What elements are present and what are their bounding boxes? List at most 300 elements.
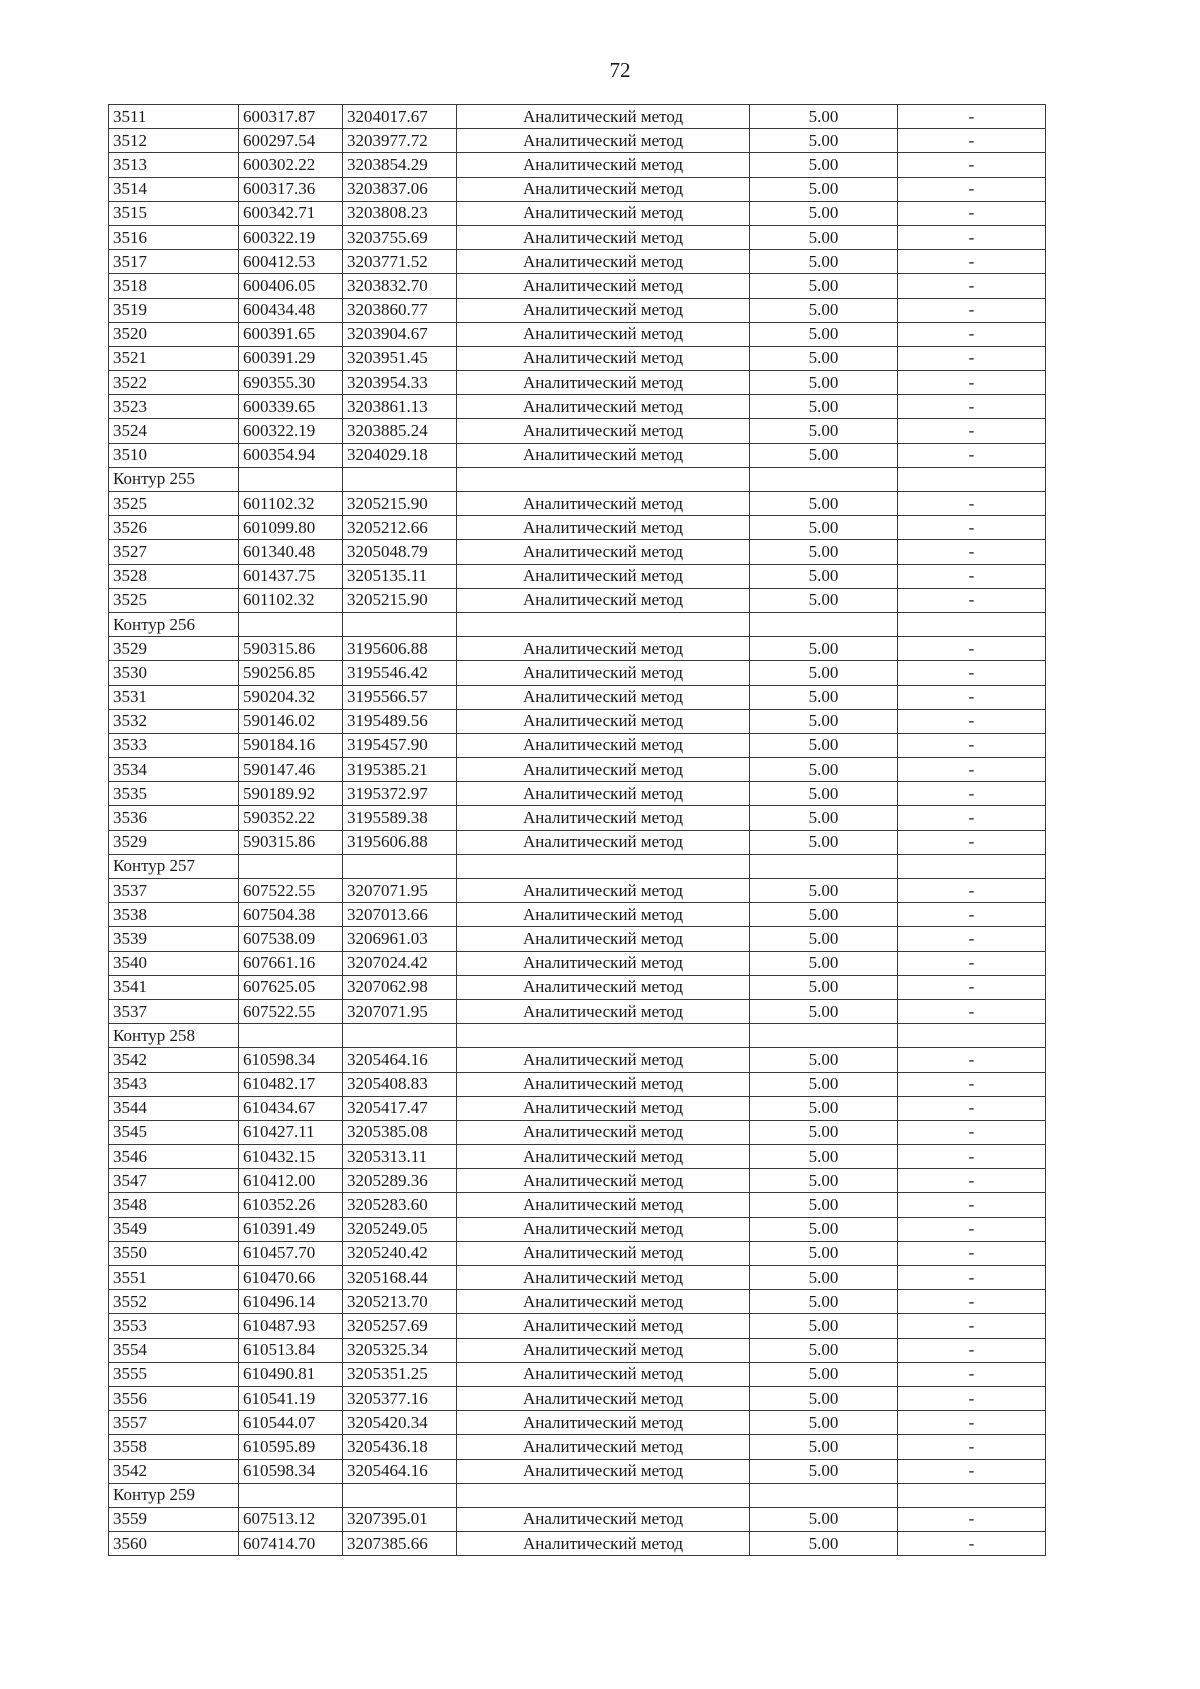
table-row bbox=[109, 346, 1046, 370]
coordinate-y: 3203832.70 bbox=[343, 274, 457, 298]
table-row bbox=[109, 1048, 1046, 1072]
coordinate-y: 3203755.69 bbox=[343, 225, 457, 249]
table-row bbox=[109, 177, 1046, 201]
note-cell: - bbox=[898, 927, 1046, 951]
note-cell: - bbox=[898, 661, 1046, 685]
point-number: 3542 bbox=[109, 1048, 239, 1072]
note-cell: - bbox=[898, 540, 1046, 564]
coordinate-y: 3207395.01 bbox=[343, 1507, 457, 1531]
accuracy-cell: 5.00 bbox=[750, 129, 898, 153]
coordinate-y: 3204029.18 bbox=[343, 443, 457, 467]
method-cell: Аналитический метод bbox=[457, 637, 750, 661]
coordinate-x: 600322.19 bbox=[239, 225, 343, 249]
accuracy-cell: 5.00 bbox=[750, 879, 898, 903]
coordinate-x: 590147.46 bbox=[239, 758, 343, 782]
accuracy-cell: 5.00 bbox=[750, 322, 898, 346]
coordinate-x: 610598.34 bbox=[239, 1459, 343, 1483]
coordinate-x: 610598.34 bbox=[239, 1048, 343, 1072]
note-cell: - bbox=[898, 1507, 1046, 1531]
coordinate-y: 3203904.67 bbox=[343, 322, 457, 346]
coordinate-x: 590204.32 bbox=[239, 685, 343, 709]
table-row bbox=[109, 1241, 1046, 1265]
table-row bbox=[109, 201, 1046, 225]
point-number: 3525 bbox=[109, 492, 239, 516]
point-number: 3552 bbox=[109, 1290, 239, 1314]
note-cell: - bbox=[898, 1241, 1046, 1265]
table-row bbox=[109, 129, 1046, 153]
page-number: 72 bbox=[609, 58, 631, 82]
accuracy-cell: 5.00 bbox=[750, 105, 898, 129]
accuracy-cell: 5.00 bbox=[750, 1266, 898, 1290]
point-number: 3559 bbox=[109, 1507, 239, 1531]
accuracy-cell: 5.00 bbox=[750, 346, 898, 370]
empty-cell bbox=[239, 467, 343, 491]
coordinate-y: 3203771.52 bbox=[343, 250, 457, 274]
note-cell: - bbox=[898, 1532, 1046, 1556]
table-row bbox=[109, 1266, 1046, 1290]
method-cell: Аналитический метод bbox=[457, 758, 750, 782]
method-cell: Аналитический метод bbox=[457, 1314, 750, 1338]
coordinate-y: 3205212.66 bbox=[343, 516, 457, 540]
coordinate-x: 610457.70 bbox=[239, 1241, 343, 1265]
note-cell: - bbox=[898, 105, 1046, 129]
accuracy-cell: 5.00 bbox=[750, 588, 898, 612]
table-row bbox=[109, 153, 1046, 177]
table-row bbox=[109, 975, 1046, 999]
accuracy-cell: 5.00 bbox=[750, 1241, 898, 1265]
point-number: 3529 bbox=[109, 830, 239, 854]
point-number: 3543 bbox=[109, 1072, 239, 1096]
note-cell: - bbox=[898, 1217, 1046, 1241]
table-row bbox=[109, 1120, 1046, 1144]
accuracy-cell: 5.00 bbox=[750, 1048, 898, 1072]
coordinate-x: 601340.48 bbox=[239, 540, 343, 564]
accuracy-cell: 5.00 bbox=[750, 782, 898, 806]
note-cell: - bbox=[898, 1411, 1046, 1435]
coordinate-y: 3203885.24 bbox=[343, 419, 457, 443]
point-number: 3534 bbox=[109, 758, 239, 782]
accuracy-cell: 5.00 bbox=[750, 274, 898, 298]
empty-cell bbox=[343, 854, 457, 878]
note-cell: - bbox=[898, 1314, 1046, 1338]
note-cell: - bbox=[898, 492, 1046, 516]
coordinate-y: 3203837.06 bbox=[343, 177, 457, 201]
point-number: 3525 bbox=[109, 588, 239, 612]
accuracy-cell: 5.00 bbox=[750, 830, 898, 854]
accuracy-cell: 5.00 bbox=[750, 1314, 898, 1338]
table-row bbox=[109, 951, 1046, 975]
coordinate-x: 610595.89 bbox=[239, 1435, 343, 1459]
coordinate-y: 3205240.42 bbox=[343, 1241, 457, 1265]
coordinate-x: 607504.38 bbox=[239, 903, 343, 927]
point-number: 3538 bbox=[109, 903, 239, 927]
coordinate-x: 610427.11 bbox=[239, 1120, 343, 1144]
contour-header-row bbox=[109, 1024, 1046, 1048]
note-cell: - bbox=[898, 951, 1046, 975]
method-cell: Аналитический метод bbox=[457, 661, 750, 685]
table-row bbox=[109, 927, 1046, 951]
coordinate-y: 3207013.66 bbox=[343, 903, 457, 927]
coordinate-y: 3203860.77 bbox=[343, 298, 457, 322]
point-number: 3541 bbox=[109, 975, 239, 999]
coordinate-y: 3205351.25 bbox=[343, 1362, 457, 1386]
table-row bbox=[109, 733, 1046, 757]
table-row bbox=[109, 879, 1046, 903]
coordinate-y: 3205135.11 bbox=[343, 564, 457, 588]
coordinate-y: 3207024.42 bbox=[343, 951, 457, 975]
method-cell: Аналитический метод bbox=[457, 564, 750, 588]
note-cell: - bbox=[898, 1386, 1046, 1410]
coordinate-y: 3205048.79 bbox=[343, 540, 457, 564]
point-number: 3557 bbox=[109, 1411, 239, 1435]
point-number: 3522 bbox=[109, 371, 239, 395]
empty-cell bbox=[750, 612, 898, 636]
coordinate-x: 610432.15 bbox=[239, 1145, 343, 1169]
coordinate-y: 3203854.29 bbox=[343, 153, 457, 177]
point-number: 3546 bbox=[109, 1145, 239, 1169]
point-number: 3535 bbox=[109, 782, 239, 806]
coordinate-x: 610490.81 bbox=[239, 1362, 343, 1386]
method-cell: Аналитический метод bbox=[457, 1120, 750, 1144]
coordinates-table-body bbox=[109, 105, 1046, 1556]
coordinate-y: 3206961.03 bbox=[343, 927, 457, 951]
coordinate-y: 3195589.38 bbox=[343, 806, 457, 830]
empty-cell bbox=[750, 1024, 898, 1048]
accuracy-cell: 5.00 bbox=[750, 1145, 898, 1169]
point-number: 3560 bbox=[109, 1532, 239, 1556]
method-cell: Аналитический метод bbox=[457, 177, 750, 201]
method-cell: Аналитический метод bbox=[457, 1241, 750, 1265]
table-row bbox=[109, 443, 1046, 467]
point-number: 3558 bbox=[109, 1435, 239, 1459]
method-cell: Аналитический метод bbox=[457, 1290, 750, 1314]
table-row bbox=[109, 1338, 1046, 1362]
coordinate-y: 3207071.95 bbox=[343, 999, 457, 1023]
note-cell: - bbox=[898, 177, 1046, 201]
empty-cell bbox=[239, 612, 343, 636]
accuracy-cell: 5.00 bbox=[750, 177, 898, 201]
point-number: 3527 bbox=[109, 540, 239, 564]
coordinate-x: 590315.86 bbox=[239, 830, 343, 854]
coordinate-x: 607522.55 bbox=[239, 999, 343, 1023]
method-cell: Аналитический метод bbox=[457, 298, 750, 322]
method-cell: Аналитический метод bbox=[457, 1386, 750, 1410]
coordinate-y: 3205313.11 bbox=[343, 1145, 457, 1169]
note-cell: - bbox=[898, 685, 1046, 709]
method-cell: Аналитический метод bbox=[457, 1169, 750, 1193]
accuracy-cell: 5.00 bbox=[750, 540, 898, 564]
coordinate-y: 3203861.13 bbox=[343, 395, 457, 419]
empty-cell bbox=[457, 467, 750, 491]
note-cell: - bbox=[898, 395, 1046, 419]
coordinate-x: 600317.87 bbox=[239, 105, 343, 129]
point-number: 3537 bbox=[109, 879, 239, 903]
method-cell: Аналитический метод bbox=[457, 1459, 750, 1483]
accuracy-cell: 5.00 bbox=[750, 637, 898, 661]
contour-header-row bbox=[109, 1483, 1046, 1507]
accuracy-cell: 5.00 bbox=[750, 927, 898, 951]
method-cell: Аналитический метод bbox=[457, 733, 750, 757]
empty-cell bbox=[898, 612, 1046, 636]
coordinate-x: 600354.94 bbox=[239, 443, 343, 467]
table-row bbox=[109, 685, 1046, 709]
coordinate-y: 3195546.42 bbox=[343, 661, 457, 685]
contour-label: Контур 257 bbox=[109, 854, 239, 878]
note-cell: - bbox=[898, 637, 1046, 661]
coordinate-x: 610541.19 bbox=[239, 1386, 343, 1410]
note-cell: - bbox=[898, 1145, 1046, 1169]
table-row bbox=[109, 516, 1046, 540]
coordinate-y: 3203954.33 bbox=[343, 371, 457, 395]
table-row bbox=[109, 1096, 1046, 1120]
coordinate-x: 601102.32 bbox=[239, 588, 343, 612]
coordinate-y: 3195606.88 bbox=[343, 830, 457, 854]
note-cell: - bbox=[898, 250, 1046, 274]
note-cell: - bbox=[898, 999, 1046, 1023]
note-cell: - bbox=[898, 153, 1046, 177]
accuracy-cell: 5.00 bbox=[750, 564, 898, 588]
note-cell: - bbox=[898, 1096, 1046, 1120]
method-cell: Аналитический метод bbox=[457, 1435, 750, 1459]
point-number: 3515 bbox=[109, 201, 239, 225]
method-cell: Аналитический метод bbox=[457, 1362, 750, 1386]
point-number: 3529 bbox=[109, 637, 239, 661]
coordinate-y: 3205408.83 bbox=[343, 1072, 457, 1096]
method-cell: Аналитический метод bbox=[457, 1266, 750, 1290]
coordinate-x: 601099.80 bbox=[239, 516, 343, 540]
coordinate-y: 3207062.98 bbox=[343, 975, 457, 999]
coordinate-x: 607513.12 bbox=[239, 1507, 343, 1531]
point-number: 3531 bbox=[109, 685, 239, 709]
accuracy-cell: 5.00 bbox=[750, 443, 898, 467]
coordinate-y: 3203808.23 bbox=[343, 201, 457, 225]
coordinate-y: 3195457.90 bbox=[343, 733, 457, 757]
point-number: 3511 bbox=[109, 105, 239, 129]
coordinate-x: 590189.92 bbox=[239, 782, 343, 806]
method-cell: Аналитический метод bbox=[457, 250, 750, 274]
empty-cell bbox=[898, 854, 1046, 878]
accuracy-cell: 5.00 bbox=[750, 999, 898, 1023]
coordinate-x: 600412.53 bbox=[239, 250, 343, 274]
empty-cell bbox=[239, 1024, 343, 1048]
note-cell: - bbox=[898, 758, 1046, 782]
table-row bbox=[109, 903, 1046, 927]
empty-cell bbox=[750, 854, 898, 878]
empty-cell bbox=[343, 1024, 457, 1048]
point-number: 3548 bbox=[109, 1193, 239, 1217]
coordinate-x: 607538.09 bbox=[239, 927, 343, 951]
method-cell: Аналитический метод bbox=[457, 1145, 750, 1169]
method-cell: Аналитический метод bbox=[457, 709, 750, 733]
coordinate-y: 3207385.66 bbox=[343, 1532, 457, 1556]
contour-label: Контур 259 bbox=[109, 1483, 239, 1507]
point-number: 3539 bbox=[109, 927, 239, 951]
note-cell: - bbox=[898, 298, 1046, 322]
accuracy-cell: 5.00 bbox=[750, 1532, 898, 1556]
coordinate-y: 3205417.47 bbox=[343, 1096, 457, 1120]
method-cell: Аналитический метод bbox=[457, 806, 750, 830]
accuracy-cell: 5.00 bbox=[750, 951, 898, 975]
note-cell: - bbox=[898, 1338, 1046, 1362]
point-number: 3554 bbox=[109, 1338, 239, 1362]
coordinate-x: 600339.65 bbox=[239, 395, 343, 419]
coordinate-y: 3205325.34 bbox=[343, 1338, 457, 1362]
accuracy-cell: 5.00 bbox=[750, 1435, 898, 1459]
coordinate-y: 3205464.16 bbox=[343, 1459, 457, 1483]
empty-cell bbox=[898, 1024, 1046, 1048]
point-number: 3556 bbox=[109, 1386, 239, 1410]
note-cell: - bbox=[898, 588, 1046, 612]
note-cell: - bbox=[898, 830, 1046, 854]
accuracy-cell: 5.00 bbox=[750, 201, 898, 225]
table-row bbox=[109, 1217, 1046, 1241]
note-cell: - bbox=[898, 1048, 1046, 1072]
table-row bbox=[109, 225, 1046, 249]
accuracy-cell: 5.00 bbox=[750, 153, 898, 177]
empty-cell bbox=[457, 854, 750, 878]
coordinate-y: 3195606.88 bbox=[343, 637, 457, 661]
table-row bbox=[109, 1532, 1046, 1556]
note-cell: - bbox=[898, 371, 1046, 395]
point-number: 3533 bbox=[109, 733, 239, 757]
note-cell: - bbox=[898, 564, 1046, 588]
empty-cell bbox=[898, 467, 1046, 491]
method-cell: Аналитический метод bbox=[457, 395, 750, 419]
coordinate-x: 600434.48 bbox=[239, 298, 343, 322]
coordinate-x: 590184.16 bbox=[239, 733, 343, 757]
table-row bbox=[109, 1290, 1046, 1314]
point-number: 3523 bbox=[109, 395, 239, 419]
accuracy-cell: 5.00 bbox=[750, 661, 898, 685]
contour-header-row bbox=[109, 467, 1046, 491]
table-row bbox=[109, 1411, 1046, 1435]
method-cell: Аналитический метод bbox=[457, 1048, 750, 1072]
table-row bbox=[109, 1386, 1046, 1410]
method-cell: Аналитический метод bbox=[457, 1532, 750, 1556]
method-cell: Аналитический метод bbox=[457, 540, 750, 564]
coordinate-y: 3195385.21 bbox=[343, 758, 457, 782]
accuracy-cell: 5.00 bbox=[750, 371, 898, 395]
coordinate-x: 610470.66 bbox=[239, 1266, 343, 1290]
coordinate-y: 3203977.72 bbox=[343, 129, 457, 153]
method-cell: Аналитический метод bbox=[457, 1096, 750, 1120]
method-cell: Аналитический метод bbox=[457, 346, 750, 370]
accuracy-cell: 5.00 bbox=[750, 903, 898, 927]
empty-cell bbox=[457, 612, 750, 636]
accuracy-cell: 5.00 bbox=[750, 1338, 898, 1362]
point-number: 3513 bbox=[109, 153, 239, 177]
coordinate-y: 3205257.69 bbox=[343, 1314, 457, 1338]
table-row bbox=[109, 830, 1046, 854]
point-number: 3542 bbox=[109, 1459, 239, 1483]
point-number: 3518 bbox=[109, 274, 239, 298]
method-cell: Аналитический метод bbox=[457, 879, 750, 903]
point-number: 3524 bbox=[109, 419, 239, 443]
coordinate-y: 3195489.56 bbox=[343, 709, 457, 733]
coordinate-y: 3205436.18 bbox=[343, 1435, 457, 1459]
coordinate-x: 610352.26 bbox=[239, 1193, 343, 1217]
method-cell: Аналитический метод bbox=[457, 492, 750, 516]
point-number: 3549 bbox=[109, 1217, 239, 1241]
point-number: 3521 bbox=[109, 346, 239, 370]
accuracy-cell: 5.00 bbox=[750, 1290, 898, 1314]
accuracy-cell: 5.00 bbox=[750, 1411, 898, 1435]
table-row bbox=[109, 298, 1046, 322]
contour-label: Контур 255 bbox=[109, 467, 239, 491]
table-row bbox=[109, 250, 1046, 274]
coordinate-x: 610391.49 bbox=[239, 1217, 343, 1241]
point-number: 3540 bbox=[109, 951, 239, 975]
method-cell: Аналитический метод bbox=[457, 419, 750, 443]
note-cell: - bbox=[898, 879, 1046, 903]
coordinate-x: 600342.71 bbox=[239, 201, 343, 225]
table-row bbox=[109, 322, 1046, 346]
note-cell: - bbox=[898, 346, 1046, 370]
point-number: 3544 bbox=[109, 1096, 239, 1120]
method-cell: Аналитический метод bbox=[457, 516, 750, 540]
method-cell: Аналитический метод bbox=[457, 1338, 750, 1362]
note-cell: - bbox=[898, 903, 1046, 927]
point-number: 3547 bbox=[109, 1169, 239, 1193]
point-number: 3532 bbox=[109, 709, 239, 733]
coordinate-x: 610482.17 bbox=[239, 1072, 343, 1096]
table-row bbox=[109, 758, 1046, 782]
note-cell: - bbox=[898, 1169, 1046, 1193]
note-cell: - bbox=[898, 782, 1046, 806]
empty-cell bbox=[239, 1483, 343, 1507]
coordinate-x: 690355.30 bbox=[239, 371, 343, 395]
coordinate-x: 590146.02 bbox=[239, 709, 343, 733]
accuracy-cell: 5.00 bbox=[750, 1217, 898, 1241]
method-cell: Аналитический метод bbox=[457, 443, 750, 467]
note-cell: - bbox=[898, 733, 1046, 757]
accuracy-cell: 5.00 bbox=[750, 733, 898, 757]
accuracy-cell: 5.00 bbox=[750, 419, 898, 443]
accuracy-cell: 5.00 bbox=[750, 492, 898, 516]
coordinate-x: 610434.67 bbox=[239, 1096, 343, 1120]
method-cell: Аналитический метод bbox=[457, 129, 750, 153]
accuracy-cell: 5.00 bbox=[750, 685, 898, 709]
table-row bbox=[109, 1072, 1046, 1096]
note-cell: - bbox=[898, 709, 1046, 733]
method-cell: Аналитический метод bbox=[457, 105, 750, 129]
coordinate-x: 607414.70 bbox=[239, 1532, 343, 1556]
table-row bbox=[109, 105, 1046, 129]
coordinate-x: 601437.75 bbox=[239, 564, 343, 588]
accuracy-cell: 5.00 bbox=[750, 516, 898, 540]
note-cell: - bbox=[898, 1362, 1046, 1386]
accuracy-cell: 5.00 bbox=[750, 250, 898, 274]
coordinate-y: 3205215.90 bbox=[343, 492, 457, 516]
coordinate-x: 607625.05 bbox=[239, 975, 343, 999]
coordinate-x: 600322.19 bbox=[239, 419, 343, 443]
method-cell: Аналитический метод bbox=[457, 1193, 750, 1217]
method-cell: Аналитический метод bbox=[457, 1507, 750, 1531]
coordinate-y: 3205283.60 bbox=[343, 1193, 457, 1217]
table-row bbox=[109, 540, 1046, 564]
note-cell: - bbox=[898, 129, 1046, 153]
table-row bbox=[109, 588, 1046, 612]
coordinate-x: 590352.22 bbox=[239, 806, 343, 830]
coordinate-x: 601102.32 bbox=[239, 492, 343, 516]
note-cell: - bbox=[898, 419, 1046, 443]
accuracy-cell: 5.00 bbox=[750, 1169, 898, 1193]
point-number: 3555 bbox=[109, 1362, 239, 1386]
method-cell: Аналитический метод bbox=[457, 1411, 750, 1435]
table-row bbox=[109, 999, 1046, 1023]
contour-header-row bbox=[109, 854, 1046, 878]
accuracy-cell: 5.00 bbox=[750, 1120, 898, 1144]
